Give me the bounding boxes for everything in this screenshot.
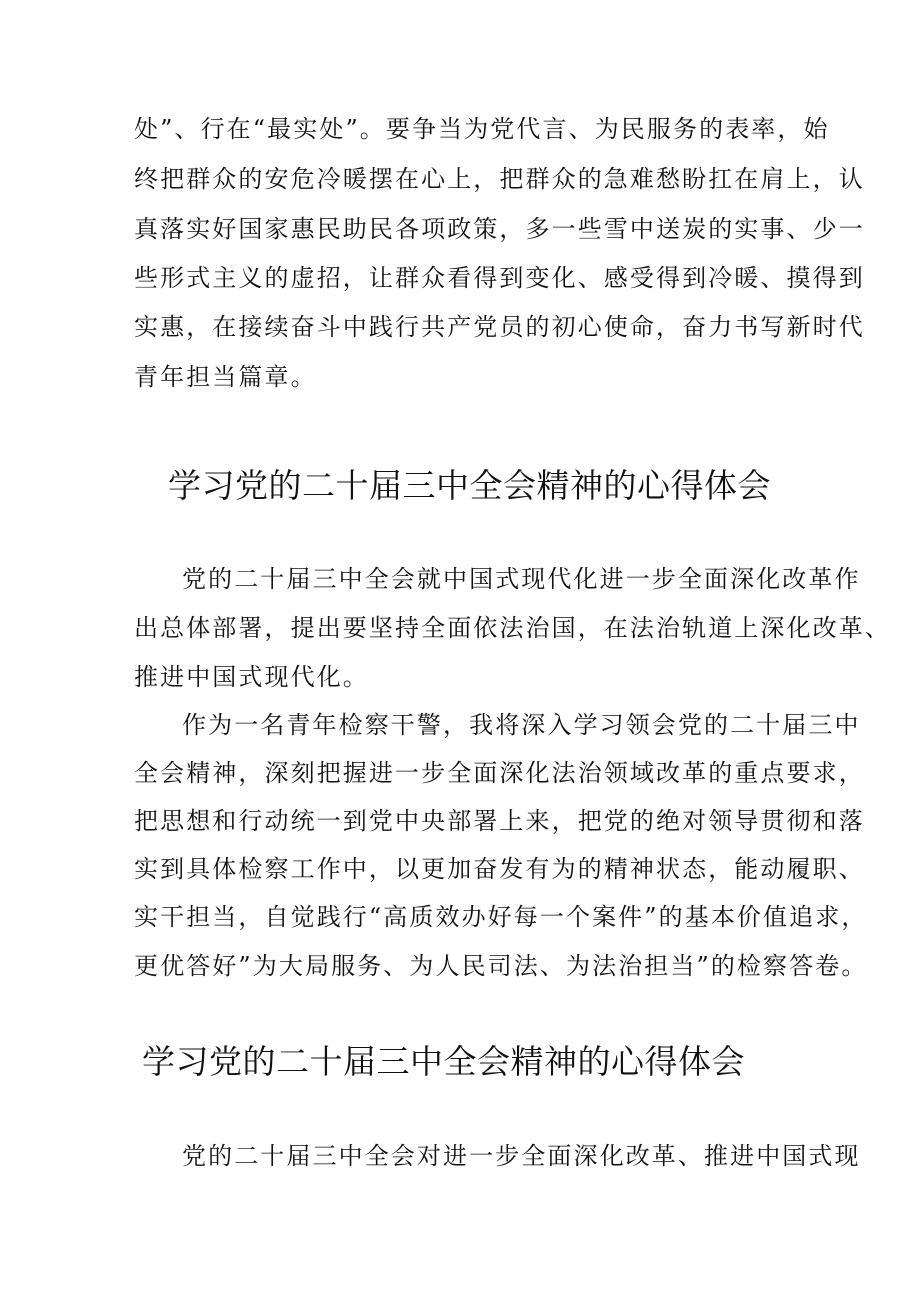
paragraph-line: 些形式主义的虚招，让群众看得到变化、感受得到冷暖、摸得到 (134, 264, 865, 292)
paragraph-line: 实到具体检察工作中，以更加奋发有为的精神状态，能动履职、 (134, 855, 865, 883)
paragraph-line: 实惠，在接续奋斗中践行共产党员的初心使命，奋力书写新时代 (134, 313, 865, 341)
paragraph-line: 真落实好国家惠民助民各项政策，多一些雪中送炭的实事、少一 (134, 215, 865, 243)
paragraph-line: 作为一名青年检察干警，我将深入学习领会党的二十届三中 (182, 711, 861, 739)
section-title: 学习党的二十届三中全会精神的心得体会 (142, 1042, 745, 1081)
paragraph-line: 把思想和行动统一到党中央部署上来，把党的绝对领导贯彻和落 (134, 807, 865, 835)
paragraph-line: 党的二十届三中全会就中国式现代化进一步全面深化改革作 (182, 565, 861, 593)
paragraph-line: 终把群众的安危冷暖摆在心上，把群众的急难愁盼扛在肩上，认 (134, 165, 865, 193)
paragraph-line: 更优答好”为大局服务、为人民司法、为法治担当”的检察答卷。 (134, 952, 868, 980)
section-title: 学习党的二十届三中全会精神的心得体会 (168, 466, 771, 505)
paragraph-line: 实干担当，自觉践行“高质效办好每一个案件”的基本价值追求， (134, 903, 868, 931)
paragraph-line: 推进中国式现代化。 (134, 663, 369, 691)
paragraph-line: 全会精神，深刻把握进一步全面深化法治领域改革的重点要求， (134, 759, 865, 787)
paragraph-line: 青年担当篇章。 (134, 363, 317, 391)
paragraph-line: 党的二十届三中全会对进一步全面深化改革、推进中国式现 (182, 1142, 861, 1170)
paragraph-line: 处”、行在“最实处”。要争当为党代言、为民服务的表率，始 (134, 115, 830, 143)
paragraph-line: 出总体部署，提出要坚持全面依法治国，在法治轨道上深化改革、 (134, 614, 891, 642)
